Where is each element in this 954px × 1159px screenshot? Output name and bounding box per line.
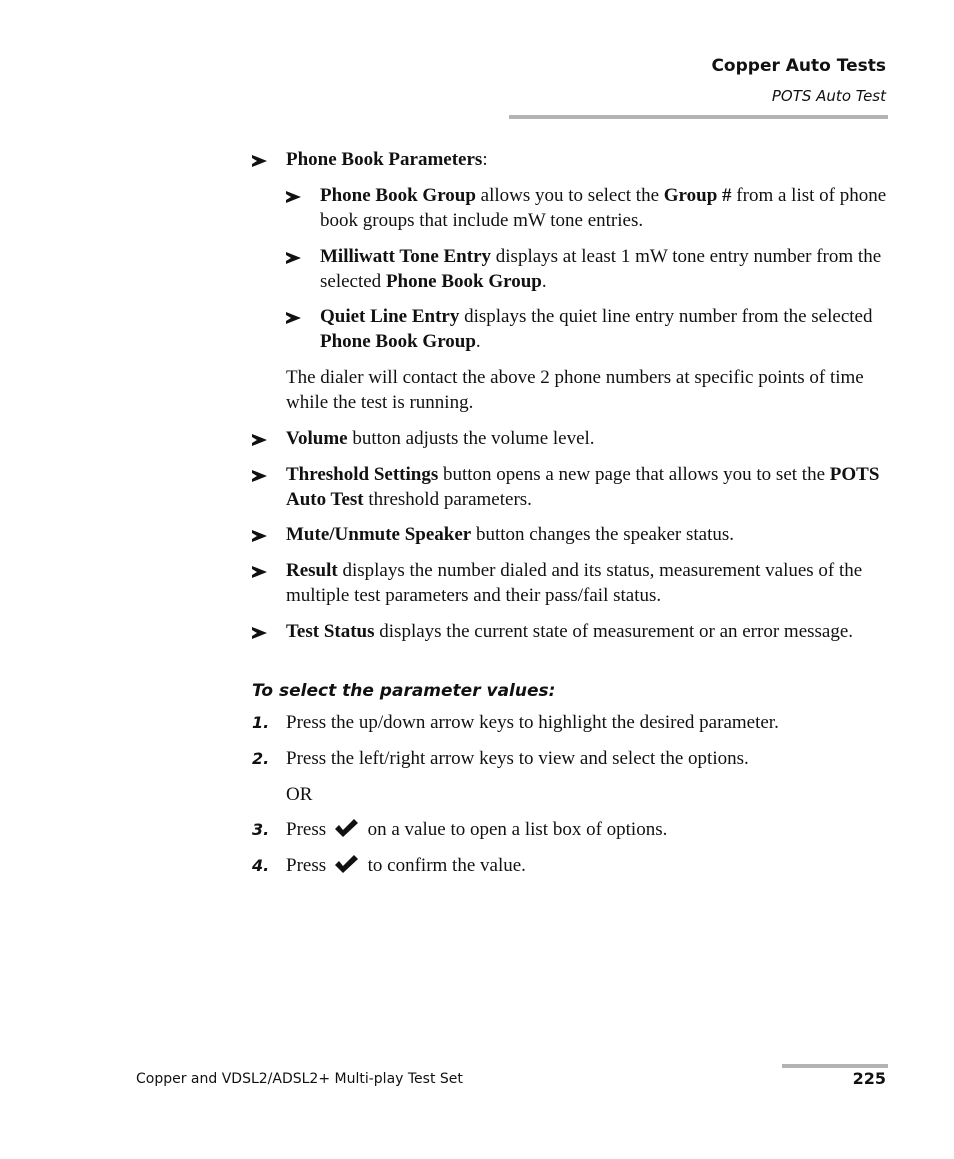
step-text: Press the up/down arrow keys to highlight the desired parameter. (286, 712, 779, 733)
list-item-test-status: Test Status displays the current state of measurement or an error message. (286, 619, 888, 644)
arrowhead-bullet-icon (286, 252, 301, 264)
chapter-title: Copper Auto Tests (711, 56, 886, 76)
list-item-mute-unmute-speaker: Mute/Unmute Speaker button changes the speaker status. (286, 522, 888, 547)
step-number: 4. (252, 856, 270, 875)
footer-rule (782, 1064, 888, 1068)
list-item-result: Result displays the number dialed and its status, measurement values of the multiple test parameters and their pass/fail status. (286, 558, 888, 608)
arrowhead-bullet-icon (286, 312, 301, 324)
checkmark-icon (333, 854, 359, 874)
term-test-status: Test Status (286, 621, 375, 642)
term-volume: Volume (286, 428, 348, 449)
term-result: Result (286, 560, 338, 581)
list-item-threshold-settings: Threshold Settings button opens a new page that allows you to set the POTS Auto Test threshold parameters. (286, 462, 888, 512)
list-item-milliwatt-tone-entry: Milliwatt Tone Entry displays at least 1 mW tone entry number from the selected Phone Book Group. (320, 244, 888, 294)
arrowhead-bullet-icon (252, 530, 267, 542)
arrowhead-bullet-icon (252, 470, 267, 482)
arrowhead-bullet-icon (252, 566, 267, 578)
term-threshold-settings: Threshold Settings (286, 464, 439, 485)
step-text: Press the left/right arrow keys to view and select the options. (286, 748, 749, 769)
procedure-step (252, 746, 888, 771)
section-title: POTS Auto Test (771, 87, 886, 105)
list-item-phone-book-parameters: Phone Book Parameters: (286, 147, 888, 172)
term-quiet-line-entry: Quiet Line Entry (320, 306, 460, 327)
arrowhead-bullet-icon (252, 627, 267, 639)
step-number: 2. (252, 749, 270, 768)
arrowhead-bullet-icon (252, 155, 267, 167)
procedure-step (252, 853, 888, 878)
arrowhead-bullet-icon (252, 434, 267, 446)
step-text-after: to confirm the value. (367, 855, 526, 876)
term-mute-unmute-speaker: Mute/Unmute Speaker (286, 524, 472, 545)
list-item-volume: Volume button adjusts the volume level. (286, 426, 888, 451)
page-number: 225 (852, 1069, 886, 1088)
step-text-before: Press (286, 855, 327, 876)
or-text: OR (286, 784, 313, 805)
checkmark-icon (333, 818, 359, 838)
header-rule (509, 115, 888, 119)
dialer-note: The dialer will contact the above 2 phone numbers at specific points of time while the test is running. (286, 367, 864, 413)
term-phone-book-parameters: Phone Book Parameters (286, 149, 483, 170)
procedure-step (252, 710, 888, 735)
step-number: 3. (252, 820, 270, 839)
procedure-title: To select the parameter values: (252, 681, 556, 701)
procedure-step (252, 817, 888, 842)
step-number: 1. (252, 713, 270, 732)
term-milliwatt-tone-entry: Milliwatt Tone Entry (320, 246, 492, 267)
list-item-quiet-line-entry: Quiet Line Entry displays the quiet line entry number from the selected Phone Book Group. (320, 304, 888, 354)
footer-product-name: Copper and VDSL2/ADSL2+ Multi-play Test Set (136, 1071, 463, 1087)
arrowhead-bullet-icon (286, 191, 301, 203)
term-phone-book-group: Phone Book Group (320, 185, 476, 206)
step-text-after: on a value to open a list box of options. (367, 819, 668, 840)
list-item-phone-book-group: Phone Book Group allows you to select the Group # from a list of phone book groups that include mW tone entries. (320, 183, 888, 233)
step-text-before: Press (286, 819, 327, 840)
